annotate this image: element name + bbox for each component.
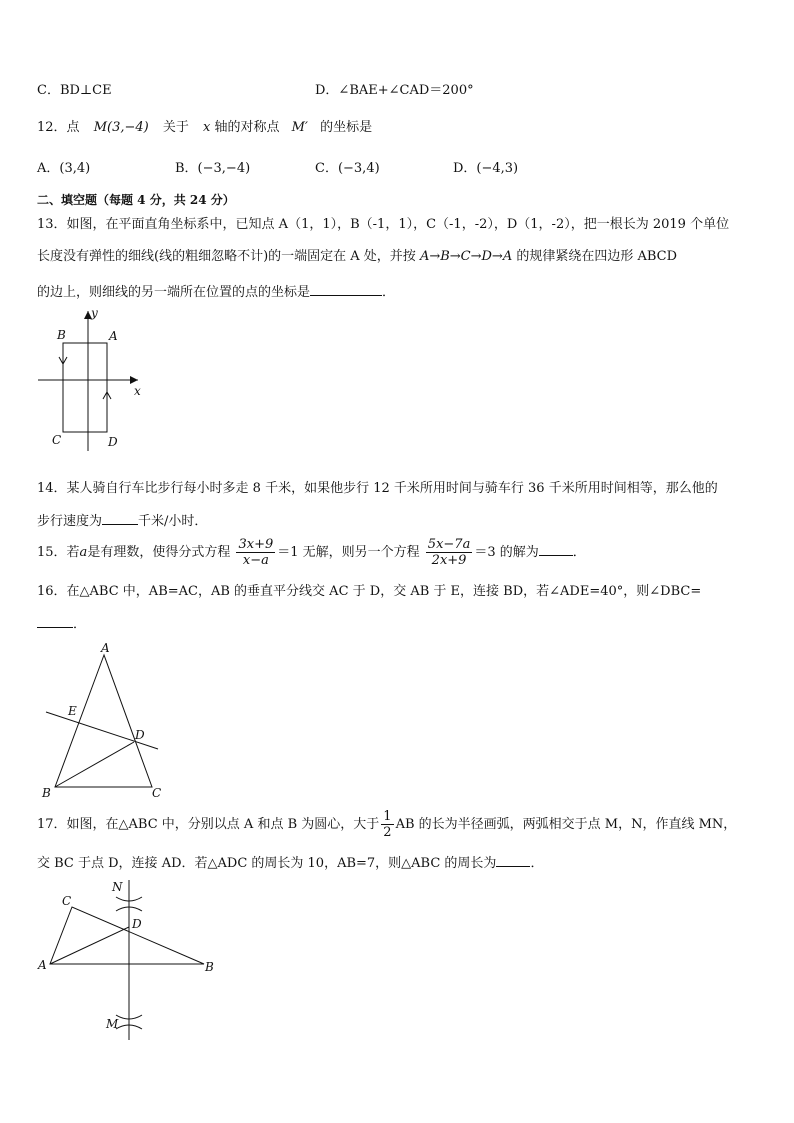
q16-line2 bbox=[37, 613, 86, 635]
q15-frac1-numerator: 3x+9 bbox=[238, 537, 274, 552]
label-m: M bbox=[106, 1017, 119, 1031]
q13-line2 bbox=[37, 247, 677, 267]
q12-text-2: 轴的对称点 bbox=[214, 120, 280, 135]
q17-period: ． bbox=[530, 856, 544, 871]
q17-figure bbox=[34, 875, 224, 1045]
label-a: A bbox=[38, 958, 47, 972]
q15-text-3: ＝3 的解为 bbox=[474, 545, 539, 560]
label-d: D bbox=[108, 435, 118, 449]
q15-frac1-denominator: x−a bbox=[242, 553, 269, 568]
q17-line2 bbox=[37, 852, 543, 874]
q13-period: ． bbox=[382, 285, 396, 300]
q13-sequence: A→B→C→D→A bbox=[419, 249, 513, 264]
q17-answer-blank[interactable] bbox=[496, 852, 530, 867]
label-b: B bbox=[42, 786, 51, 800]
q15-period: ． bbox=[572, 545, 586, 560]
q13-line2-text-b: 的规律紧绕在四边形 ABCD bbox=[512, 249, 678, 264]
label-d: D bbox=[132, 917, 142, 931]
q14-answer-blank[interactable] bbox=[102, 510, 138, 525]
x-axis-arrow-icon bbox=[130, 376, 138, 384]
q12-point-m: M(3,−4) bbox=[93, 120, 149, 135]
q12-axis: x bbox=[203, 120, 211, 135]
q16-line1: 16．在△ABC 中，AB=AC，AB 的垂直平分线交 AC 于 D，交 AB 于 E，连接 BD，若∠ADE=40°，则∠DBC= bbox=[37, 584, 702, 599]
q12-point-m-prime: M′ bbox=[291, 120, 308, 135]
q12-option-d: D．(−4,3) bbox=[453, 161, 519, 176]
q12-option-a: A．(3,4) bbox=[37, 161, 91, 176]
q15-answer-blank[interactable] bbox=[539, 541, 573, 556]
q13-answer-blank[interactable] bbox=[310, 281, 382, 296]
q17-half-numerator: 1 bbox=[383, 809, 392, 824]
label-b: B bbox=[205, 960, 214, 974]
label-c: C bbox=[152, 786, 162, 800]
label-b: B bbox=[57, 328, 66, 342]
label-n: N bbox=[112, 880, 123, 894]
q13-line3 bbox=[37, 281, 395, 303]
q11-option-d: D．∠BAE+∠CAD＝200° bbox=[315, 83, 474, 98]
q13-line1: 13．如图，在平面直角坐标系中，已知点 A（1，1），B（-1，1），C（-1，-2），D（1，-2），把一根长为 2019 个单位 bbox=[37, 217, 730, 232]
q12-number: 12．点 bbox=[37, 120, 80, 135]
label-y: y bbox=[91, 306, 98, 320]
q15-fraction-1 bbox=[236, 537, 275, 568]
q17-half-denominator: 2 bbox=[383, 825, 392, 840]
q16-figure bbox=[38, 640, 173, 800]
q16-period: ． bbox=[73, 617, 87, 632]
q15-text-2: ＝1 无解，则另一个方程 bbox=[277, 545, 420, 560]
q15-fraction-2 bbox=[426, 537, 473, 568]
q13-figure bbox=[30, 303, 150, 453]
q17-text-1: 17．如图，在△ABC 中，分别以点 A 和点 B 为圆心，大于 bbox=[37, 817, 380, 832]
triangle-abc bbox=[55, 655, 152, 787]
q12-text-end: 的坐标是 bbox=[320, 120, 373, 135]
q17-fraction-half bbox=[381, 809, 393, 840]
q12-stem bbox=[37, 118, 372, 138]
q15-number: 15．若 bbox=[37, 545, 80, 560]
q13-line2-text: 长度没有弹性的细线(线的粗细忽略不计)的一端固定在 A 处，并按 bbox=[37, 249, 420, 264]
label-d: D bbox=[135, 728, 145, 742]
label-a: A bbox=[101, 641, 110, 655]
q15-frac2-denominator: 2x+9 bbox=[431, 553, 467, 568]
label-c: C bbox=[52, 433, 62, 447]
label-e: E bbox=[68, 704, 77, 718]
q17-text-3: 交 BC 于点 D，连接 AD．若△ADC 的周长为 10，AB=7，则△ABC 的周长为 bbox=[37, 856, 497, 871]
label-a: A bbox=[109, 329, 118, 343]
q11-option-c: C．BD⊥CE bbox=[37, 83, 112, 98]
q15-stem bbox=[37, 536, 586, 570]
q12-option-c: C．(−3,4) bbox=[315, 161, 380, 176]
q14-unit: 千米/小时． bbox=[138, 514, 208, 529]
q15-var-a: a bbox=[79, 545, 88, 560]
quadrilateral-abcd bbox=[63, 343, 107, 432]
label-c: C bbox=[62, 894, 72, 908]
q14-line2 bbox=[37, 510, 207, 532]
q14-text: 步行速度为 bbox=[37, 514, 103, 529]
section-title: 二、填空题（每题 4 分，共 24 分） bbox=[37, 193, 235, 207]
triangle-abc bbox=[50, 907, 204, 964]
q16-answer-blank[interactable] bbox=[37, 613, 73, 628]
q15-text-1: 是有理数，使得分式方程 bbox=[87, 545, 231, 560]
q17-line1 bbox=[37, 808, 736, 842]
q12-text: 关于 bbox=[162, 120, 189, 135]
q15-frac2-numerator: 5x−7a bbox=[427, 537, 471, 552]
q17-text-2: AB 的长为半径画弧，两弧相交于点 M，N，作直线 MN， bbox=[395, 817, 737, 832]
label-x: x bbox=[134, 384, 141, 398]
q14-line1: 14．某人骑自行车比步行每小时多走 8 千米，如果他步行 12 千米所用时间与骑车行 36 千米所用时间相等，那么他的 bbox=[37, 481, 718, 496]
q13-line3-text: 的边上，则细线的另一端所在位置的点的坐标是 bbox=[37, 285, 311, 300]
q12-option-b: B．(−3,−4) bbox=[175, 161, 251, 176]
segment-bd bbox=[55, 742, 134, 787]
